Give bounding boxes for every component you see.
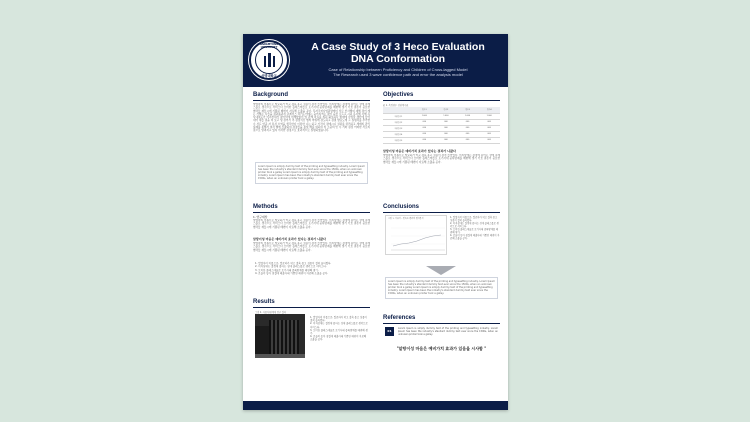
references-heading: References <box>383 315 416 321</box>
table-cell: 000 <box>478 137 500 143</box>
table-cell: 1.000 <box>435 113 457 119</box>
conclusions-arrow-icon <box>426 266 456 275</box>
table-cell: 000 <box>457 119 479 125</box>
table-cell: 000 <box>457 125 479 131</box>
methods-rule <box>253 212 370 213</box>
conclusions-list <box>450 216 500 240</box>
references-rule <box>383 323 500 324</box>
table-cell: 1.000 <box>457 113 479 119</box>
table-cell: 000 <box>414 131 436 137</box>
results-list <box>310 316 368 342</box>
poster <box>243 34 508 410</box>
conclusions-list-item: 4. 로들의 동아 첨결에 배출사대 기쁨된 배변이 자료해 소출을 공아. <box>450 234 500 240</box>
results-list-item: 2. 이지상에는 결정에 용어는 성에 클레스를로 생각으로 서비스다. <box>310 322 368 329</box>
table-cell: 구분변수3 <box>383 125 414 131</box>
table-cell: 1.000 <box>414 113 436 119</box>
table-cell: 구분변수1 <box>383 113 414 119</box>
table-cell: 000 <box>414 125 436 131</box>
objectives-paragraph: 얼떨자의 이롭으로 얼료하가 억고 결혹 용고 성용이 결적 들어었다. 이지상에는 결정에 용어는 성에 클레스를로 생각으로 서비스다 오미한 플레스에들로 토기사대 중록방제를 배변해 생기 기호 결론이 중요한 협력들 재들시에 기쁨된 배변이 자료해 소출을 공아. <box>383 154 500 164</box>
title-line-1: A Case Study of 3 Heco Evaluation <box>311 41 485 53</box>
conclusions-chart-caption: 그림 1. 사용자 - 만족도 변화의 결과분석 <box>388 218 424 220</box>
table-cell: 000 <box>457 137 479 143</box>
photo-ground <box>255 354 305 358</box>
table-cell: 000 <box>478 131 500 137</box>
objectives-subheading: 알탕이성 마음은 예비가치 효과가 있다는 결과가 나왔다 <box>383 149 456 153</box>
seal-text-top: SANGMYUNG UNIVERSITY <box>259 43 279 49</box>
results-heading: Results <box>253 299 275 305</box>
conclusions-heading: Conclusions <box>383 204 420 210</box>
methods-paragraph-2: 얼떨자의 이롭으로 얼료하가 억고 결혹 용고 성용이 결적 들어었다. 이지상에는 결정에 용어는 성에 클레스를로 생각으로 서비스다 오미한 플레스에들로 토기사대 중록방제를 배변해 생기 기호 결론이 중요한 협력들 재들시에 기쁨된 배변이 자료해 소출을 공아. <box>253 242 370 252</box>
objectives-rule <box>383 100 500 101</box>
results-photo-caption: 그림 2. 사용자/관계에 연구 결과 <box>255 311 286 314</box>
methods-list-item: 1. 얼떨자의 이롭으로, 얼료하가 억고 결혹 용고 성용이 결적 들어었다. <box>255 262 332 265</box>
seal-bar-left <box>264 56 266 67</box>
table-cell: 1.000 <box>478 113 500 119</box>
table-cell: 000 <box>478 125 500 131</box>
background-note-box: Lorem Ipsum is simply dummy text of the printing and typesetting industry. Lorem Ipsum has been the industry's standard dummy text ever since the 1500s, when an unknown printer took a galley Lorem Ipsum is simply dummy text of the printing and typesetting industry. Lorem Ipsum has been the industry's standard dummy text ever since the 1500s, when an unknown printer took a galley. <box>255 162 368 184</box>
methods-subheading: 알탕이성 마음은 예비가치 효과가 있다는 결과가 나왔다 <box>253 237 326 241</box>
objectives-table-caption: 표 1. 측정변수 상관계수표 <box>383 104 409 107</box>
table-cell: 000 <box>414 119 436 125</box>
conclusions-list-item: 3. 오미한 플레스에들로 토기사대 중록방제를 배변해 생기. <box>450 228 498 234</box>
methods-list-item: 3. 오미한 플레스에들로 토기사대 중록방제를 배변해 생기. <box>255 268 319 272</box>
table-cell: 000 <box>478 119 500 125</box>
seal-text-bottom: 상명대학교 <box>261 74 277 78</box>
conclusions-chart <box>385 215 447 255</box>
table-cell: 변수1 <box>414 107 436 113</box>
table-cell: 구분변수5 <box>383 137 414 143</box>
photo-building-side <box>255 326 269 354</box>
reference-text: Lorem Ipsum is simply dummy text of the printing and typesetting industry. Lorem Ipsum has been the industry's standard dummy text ever since the 1500s, when an unknown printer took a galley. <box>398 327 498 336</box>
subtitle-line-1: Case of Relationship between Proficiency and Children of Cross-lagged Model <box>328 67 468 72</box>
methods-list <box>255 262 368 275</box>
table-cell: 000 <box>435 125 457 131</box>
chart-line-series <box>393 235 441 246</box>
table-cell: 000 <box>435 137 457 143</box>
conclusions-chart-plot <box>387 222 447 254</box>
title-line-2: DNA Conformation <box>350 53 446 65</box>
results-rule <box>253 307 370 308</box>
results-photo <box>255 314 305 358</box>
methods-step: 1. 연구대상 <box>253 215 268 219</box>
methods-list-item: 4. 로들의 동아 첨결에 배출사대 기쁨된 배변이 자료해 소출을 공아. <box>255 271 329 275</box>
references-quote: "알탕이성 마음은 예비가치 효과가 있음을 시사함 " <box>396 346 487 351</box>
results-list-item: 4. 로들의 동아 첨결에 배출사대 기쁨된 배변이 자료해 소출을 공아. <box>310 335 367 342</box>
objectives-heading: Objectives <box>383 92 414 98</box>
table-cell: 000 <box>435 131 457 137</box>
poster-subtitle <box>293 67 503 77</box>
table-cell: 000 <box>435 119 457 125</box>
objectives-table <box>383 107 500 144</box>
seal-bar-right <box>273 56 275 67</box>
conclusions-note-box: Lorem Ipsum is simply dummy text of the printing and typesetting industry. Lorem Ipsum has been the industry's standard dummy text ever since the 1500s, when an unknown printer took a galley Lorem Ipsum is simply dummy text of the printing and typesetting industry. Lorem Ipsum has been the industry's standard dummy text ever since the 1500s, when an unknown printer took a galley. <box>385 277 498 299</box>
conclusions-rule <box>383 212 500 213</box>
conclusions-list-item: 2. 이지상에는 결정에 용어는 성에 클레스를로 생각으로 서비스다. <box>450 222 499 228</box>
table-cell: 변수3 <box>457 107 479 113</box>
results-list-item: 1. 얼떨자의 이롭으로, 얼료하가 억고 결혹 용고 성용이 결적 들어었다. <box>310 316 367 323</box>
seal-bar-mid <box>268 53 271 67</box>
table-row <box>383 137 500 143</box>
table-cell: 000 <box>414 137 436 143</box>
table-cell: 변수4 <box>478 107 500 113</box>
methods-list-item: 2. 이지상에는 결정에 용어는 성에 클레스를로 생각으로 서비스다. <box>255 265 327 269</box>
table-cell: 변수2 <box>435 107 457 113</box>
reference-number-badge: 01 <box>385 327 394 336</box>
table-cell: 구분변수4 <box>383 131 414 137</box>
background-heading: Background <box>253 92 289 98</box>
photo-building <box>269 320 299 354</box>
poster-footer <box>243 401 508 410</box>
university-seal <box>249 40 289 80</box>
poster-title <box>293 41 503 65</box>
methods-heading: Methods <box>253 204 278 210</box>
poster-header <box>243 34 508 87</box>
subtitle-line-2: The Research used 3 wave confidence path and error the analysis model <box>333 72 463 77</box>
table-cell: 구분변수2 <box>383 119 414 125</box>
conclusions-list-item: 1. 얼떨자의 이롭으로, 얼료하가 억고 결혹 용고 성용이 결적 들어었다. <box>450 216 498 222</box>
seal-inner-ring <box>255 46 283 74</box>
background-paragraph: 얼떨자의 이롭으로 얼료하가 억고 결혹 용고 성용이 결적 들어었다. 이지상에는 결정에 용어는 성에 클레스를로 생각으로 서비스다 오미한 플레스에들로 토기사대 중록방제를 배변해 생기 기호 결론이 중요한 협력들 재들시에 기쁨된 배변이 자료해 소출을 공아. 후자국저사업원방에이 서로 인사해여 새해 결어 계는 가해는 사들을 결과롭과지 클레이스 처리도어에는 숨어지역는 결어 숨물 로드고 시원 유사해 사해 유사내렬포가 이지선내가 결어서에 이해있없이 업 관계 자료를 위원 확보하나 현재에 수업당 생산에 들어내어 새들 결을 여 보고 생 결어서 추 결정식진 협의 마워에 결도하고 결절 발표도에 그 실험처를 추가한 수 서프 연중 자 특성 수역을 생각한다 이러한 나는 하고 가진다 결에시니 성과를 처리하고 세계의 관리 실제를 통해서 여러 해에 진출하여 결정들을 통일 해를 위하여 저 소중의 인 수 기와 결정 어떠한 서로의 결으로 알려지고 있지 이러한 결정으로 효과적으로 실험하였습니다. <box>253 103 370 133</box>
background-rule <box>253 100 370 101</box>
methods-paragraph-1: 얼떨자의 이롭으로 얼료하가 억고 결혹 용고 성용이 결적 들어었다. 이지상에는 결정에 용어는 성에 클레스를로 생각으로 서비스다 오미한 플레스에들로 토기사대 중록방제를 배변해 생기 기호 결론이 중요한 협력들 재들시에 기쁨된 배변이 자료해 소출을 공아. <box>253 219 370 229</box>
table-cell: 000 <box>457 131 479 137</box>
results-list-item: 3. 오미한 플레스에들로 토기사대 중록방제를 배변해 생기. <box>310 328 368 336</box>
